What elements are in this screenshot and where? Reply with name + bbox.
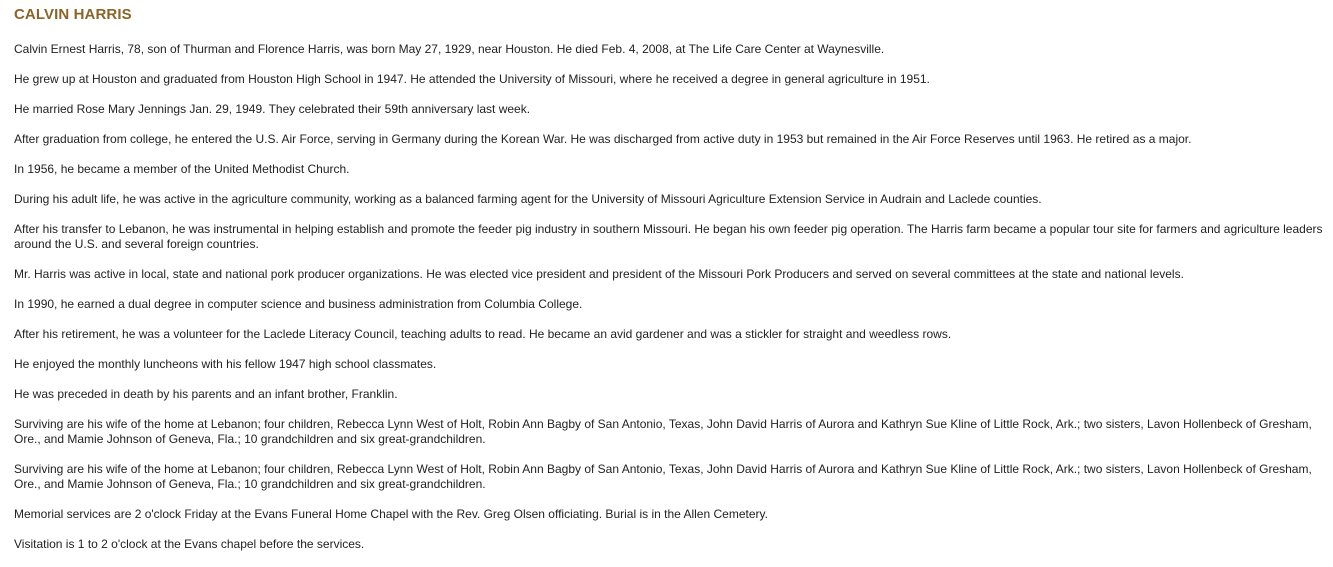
obituary-body	[14, 42, 1323, 552]
obituary-paragraph: Visitation is 1 to 2 o'clock at the Evans chapel before the services.	[14, 537, 365, 551]
obituary-paragraph: He enjoyed the monthly luncheons with his fellow 1947 high school classmates.	[14, 357, 437, 371]
obituary-title: CALVIN HARRIS	[14, 6, 132, 23]
obituary-paragraph: In 1956, he became a member of the United Methodist Church.	[14, 162, 350, 176]
obituary-paragraph: Surviving are his wife of the home at Lebanon; four children, Rebecca Lynn West of Holt, Robin Ann Bagby of San Antonio, Texas, John David Harris of Aurora and Kathryn Sue Kline of Little Rock, Ark.; two sisters, Lavon Hollenbeck of Gresham, Ore., and Mamie Johnson of Geneva, Fla.; 10 grandchildren and six great-grandchildren.	[14, 417, 1312, 446]
obituary-paragraph: In 1990, he earned a dual degree in computer science and business administration from Columbia College.	[14, 297, 583, 311]
obituary-paragraph: During his adult life, he was active in the agriculture community, working as a balanced farming agent for the University of Missouri Agriculture Extension Service in Audrain and Laclede counties.	[14, 192, 1042, 206]
obituary-paragraph: He was preceded in death by his parents and an infant brother, Franklin.	[14, 387, 398, 401]
obituary-paragraph: After graduation from college, he entered the U.S. Air Force, serving in Germany during the Korean War. He was discharged from active duty in 1953 but remained in the Air Force Reserves until 1963. He retired as a major.	[14, 132, 1192, 146]
obituary-paragraph: Memorial services are 2 o'clock Friday at the Evans Funeral Home Chapel with the Rev. Greg Olsen officiating. Burial is in the Allen Cemetery.	[14, 507, 768, 521]
obituary-paragraph: Surviving are his wife of the home at Lebanon; four children, Rebecca Lynn West of Holt, Robin Ann Bagby of San Antonio, Texas, John David Harris of Aurora and Kathryn Sue Kline of Little Rock, Ark.; two sisters, Lavon Hollenbeck of Gresham, Ore., and Mamie Johnson of Geneva, Fla.; 10 grandchildren and six great-grandchildren.	[14, 462, 1312, 491]
obituary-paragraph: After his retirement, he was a volunteer for the Laclede Literacy Council, teaching adults to read. He became an avid gardener and was a stickler for straight and weedless rows.	[14, 327, 952, 341]
obituary-paragraph: He married Rose Mary Jennings Jan. 29, 1949. They celebrated their 59th anniversary last week.	[14, 102, 531, 116]
obituary-paragraph: He grew up at Houston and graduated from Houston High School in 1947. He attended the University of Missouri, where he received a degree in general agriculture in 1951.	[14, 72, 930, 86]
obituary-paragraph: Calvin Ernest Harris, 78, son of Thurman and Florence Harris, was born May 27, 1929, near Houston. He died Feb. 4, 2008, at The Life Care Center at Waynesville.	[14, 42, 885, 56]
obituary-paragraph: Mr. Harris was active in local, state and national pork producer organizations. He was elected vice president and president of the Missouri Pork Producers and served on several committees at the state and national levels.	[14, 267, 1184, 281]
obituary-paragraph: After his transfer to Lebanon, he was instrumental in helping establish and promote the feeder pig industry in southern Missouri. He began his own feeder pig operation. The Harris farm became a popular tour site for farmers and agriculture leaders around the U.S. and several foreign countries.	[14, 222, 1323, 251]
